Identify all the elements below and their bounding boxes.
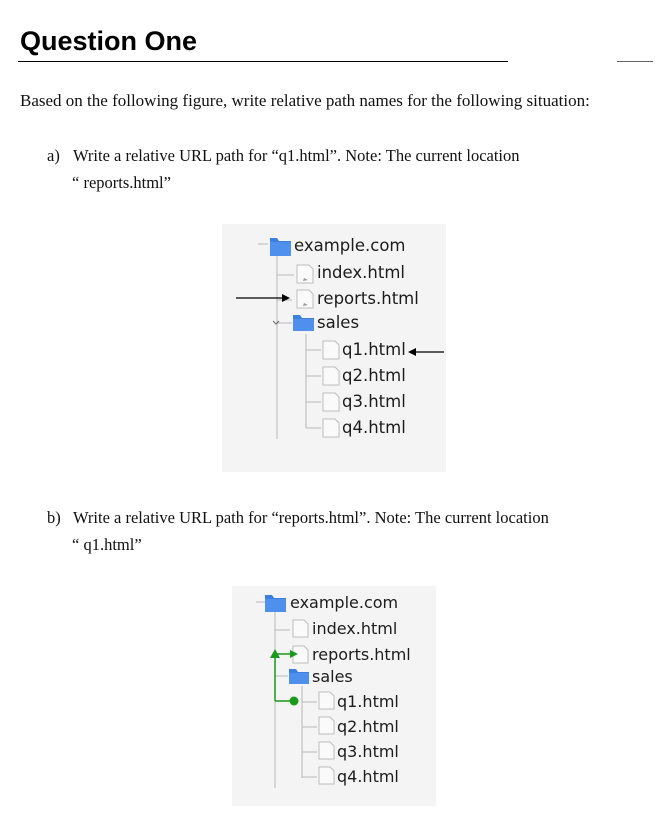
file-tree-figure-b xyxy=(232,586,436,806)
file-icon xyxy=(319,717,334,734)
file-icon xyxy=(297,265,313,283)
question-a-marker: a) xyxy=(47,146,60,165)
tree-reports-label: reports.html xyxy=(312,645,411,664)
folder-icon xyxy=(270,238,291,256)
tree-file-label: q3.html xyxy=(342,392,406,411)
tree-sales-label: sales xyxy=(312,667,353,686)
title-underline-tail xyxy=(617,61,653,62)
tree-file-label: q2.html xyxy=(342,366,406,385)
tree-file-label: q1.html xyxy=(337,692,399,711)
file-tree-figure-a xyxy=(222,224,446,472)
tree-file-label: q4.html xyxy=(342,418,406,437)
tree-index-label: index.html xyxy=(312,619,398,638)
folder-icon xyxy=(293,315,314,331)
tree-file-label: q3.html xyxy=(337,742,399,761)
tree-file-label: q1.html xyxy=(342,340,406,359)
arrow-icon xyxy=(236,294,290,302)
file-icon xyxy=(323,341,339,359)
file-icon xyxy=(293,620,308,637)
tree-root-label: example.com xyxy=(290,593,399,612)
file-icon xyxy=(323,419,339,437)
question-b-marker: b) xyxy=(47,508,61,527)
tree-file-label: q2.html xyxy=(337,717,399,736)
tree-lines-a xyxy=(222,224,446,472)
tree-file-label: q4.html xyxy=(337,767,399,786)
tree-reports-label: reports.html xyxy=(317,289,419,308)
tree-index-label: index.html xyxy=(317,263,405,282)
question-b-text: Write a relative URL path for “reports.html”. Note: The current location xyxy=(73,508,549,527)
file-icon xyxy=(319,742,334,759)
file-icon xyxy=(319,767,334,784)
chevron-down-icon xyxy=(273,321,279,324)
intro-text: Based on the following figure, write relative path names for the following situation: xyxy=(20,91,590,110)
folder-icon xyxy=(265,595,286,612)
tree-sales-label: sales xyxy=(317,313,360,332)
folder-icon xyxy=(289,669,309,684)
question-a-location: “ reports.html” xyxy=(72,173,171,192)
file-icon xyxy=(297,290,313,308)
question-a-text: Write a relative URL path for “q1.html”. Note: The current location xyxy=(73,146,520,165)
file-icon xyxy=(323,393,339,411)
question-b-location: “ q1.html” xyxy=(72,535,142,554)
file-icon xyxy=(323,367,339,385)
arrow-icon xyxy=(408,348,444,356)
page-title: Question One xyxy=(20,26,198,56)
tree-root-label: example.com xyxy=(294,236,406,255)
file-icon xyxy=(319,692,334,709)
title-underline xyxy=(18,61,508,62)
